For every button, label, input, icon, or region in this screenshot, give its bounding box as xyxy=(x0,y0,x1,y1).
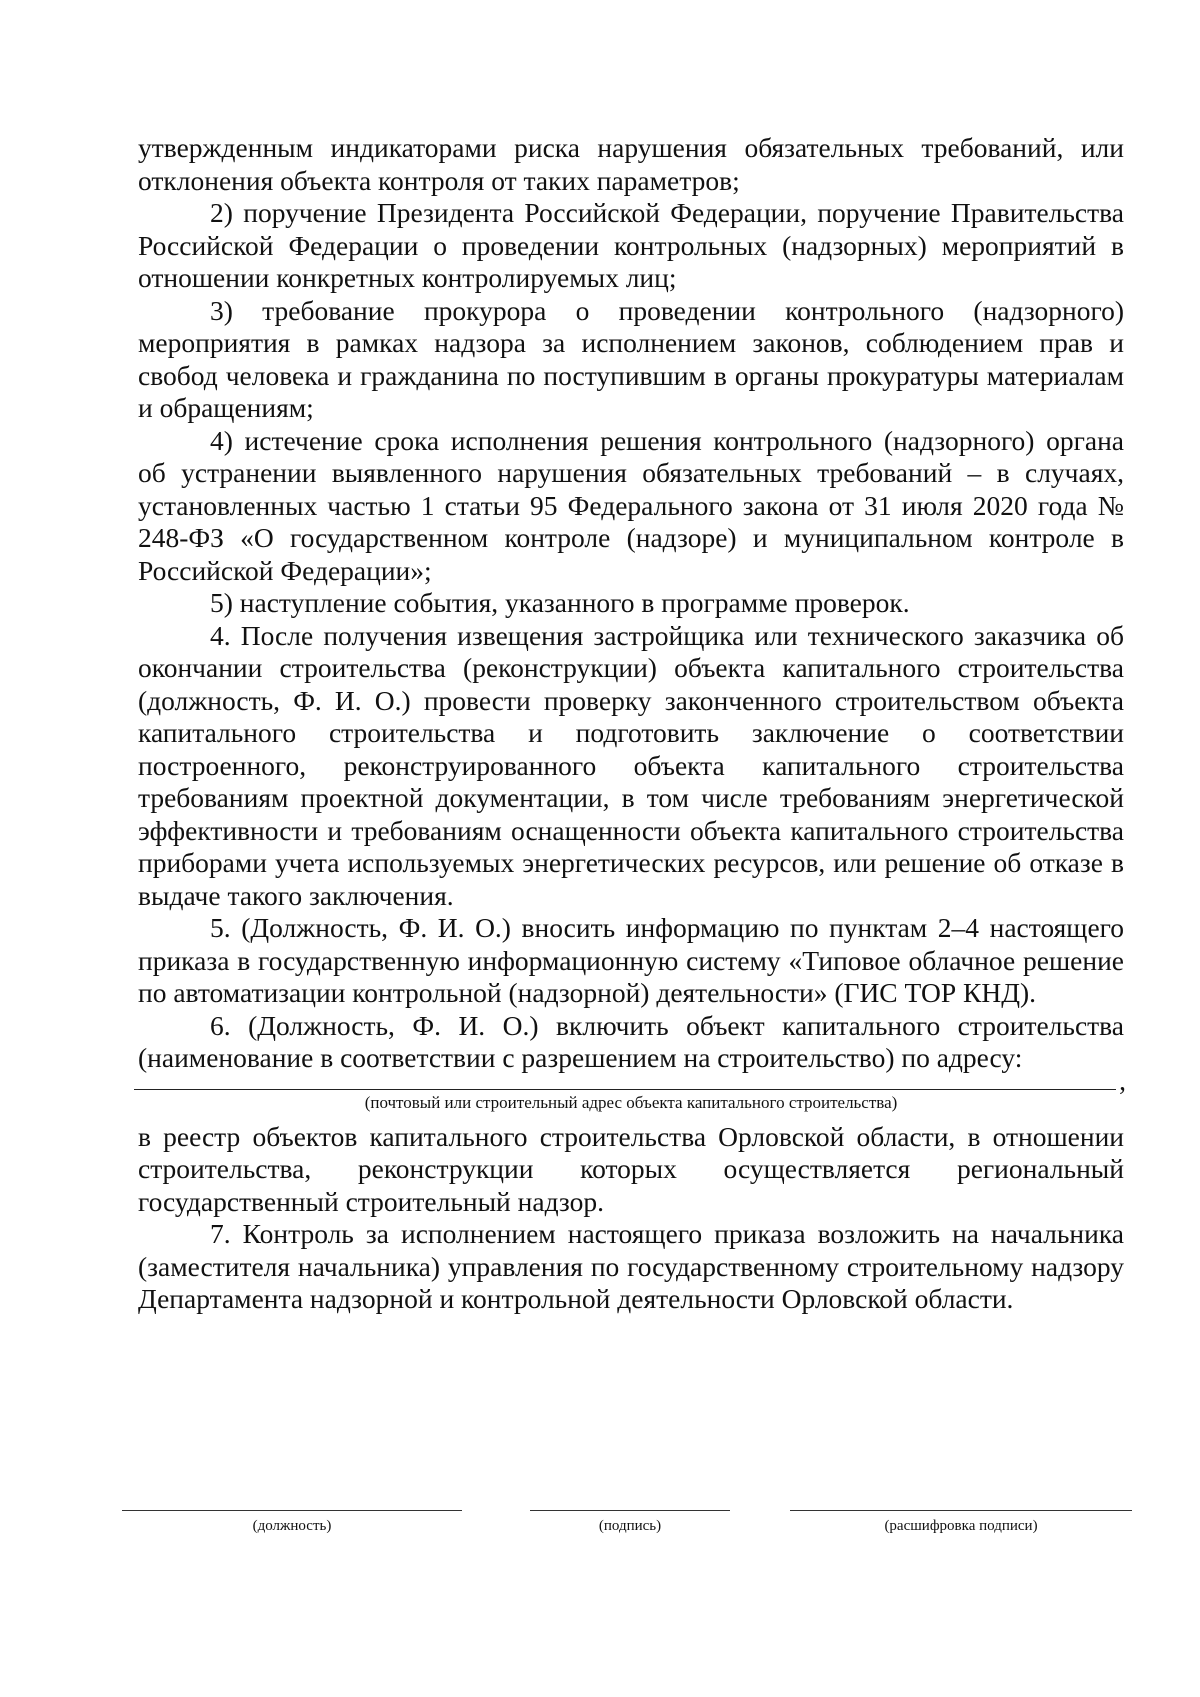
address-underline xyxy=(134,1089,1116,1090)
paragraph-item-2: 2) поручение Президента Российской Федерации, поручение Правительства Российской Федерации о проведении контрольных (надзорных) мероприятий в отношении конкретных контролируемых лиц; xyxy=(138,197,1124,293)
signature-transcript-caption: (расшифровка подписи) xyxy=(884,1518,1038,1534)
signature-sign-caption: (подпись) xyxy=(598,1518,662,1534)
signature-position-caption: (должность) xyxy=(252,1518,332,1534)
address-field xyxy=(138,1064,1126,1121)
paragraph-clause-6: 6. (Должность, Ф. И. О.) включить объект капитального строительства (наименование в соответствии с разрешением на строительство) по адресу: xyxy=(138,1009,1124,1073)
paragraph-clause-4: 4. После получения извещения застройщика или технического заказчика об окончании строительства (реконструкции) объекта капитального строительства (должность, Ф. И. О.) провести проверку законченного строительством объекта капитального строительства и подготовить заключение о соответствии построенного, реконструированного объекта капитального строительства требованиям проектной документации, в том числе требованиям энергетической эффективности и требованиям оснащенности объекта капитального строительства приборами учета используемых энергетических ресурсов, или решение об отказе в выдаче такого заключения. xyxy=(138,619,1124,911)
address-caption: (почтовый или строительный адрес объекта капитального строительства) xyxy=(364,1092,898,1112)
document-body xyxy=(138,132,1124,1316)
paragraph-clause-7: 7. Контроль за исполнением настоящего приказа возложить на начальника (заместителя начальника) управления по государственному строительному надзору Департамента надзорной и контрольной деятельности Орловской области. xyxy=(138,1218,1124,1314)
signature-sign-line xyxy=(530,1510,730,1511)
paragraph-clause-6-continuation: в реестр объектов капитального строительства Орловской области, в отношении строительства, реконструкции которых осуществляется региональный государственный строительный надзор. xyxy=(138,1120,1124,1217)
paragraph-intro: утвержденным индикаторами риска нарушения обязательных требований, или отклонения объекта контроля от таких параметров; xyxy=(138,132,1124,196)
paragraph-item-5: 5) наступление события, указанного в программе проверок. xyxy=(210,587,910,618)
signature-block xyxy=(0,1510,1200,1570)
signature-sign xyxy=(530,1510,730,1535)
paragraph-item-3: 3) требование прокурора о проведении контрольного (надзорного) мероприятия в рамках надзора за исполнением законов, соблюдением прав и свобод человека и гражданина по поступившим в органы прокуратуры материалам и обращениям; xyxy=(138,294,1124,423)
signature-transcript xyxy=(790,1510,1132,1535)
signature-position-line xyxy=(122,1510,462,1511)
address-comma: , xyxy=(1119,1064,1126,1096)
paragraph-clause-5: 5. (Должность, Ф. И. О.) вносить информацию по пунктам 2–4 настоящего приказа в государственную информационную систему «Типовое облачное решение по автоматизации контрольной (надзорной) деятельности» (ГИС ТОР КНД). xyxy=(138,912,1124,1008)
signature-position xyxy=(122,1510,462,1535)
signature-transcript-line xyxy=(790,1510,1132,1511)
paragraph-item-4: 4) истечение срока исполнения решения контрольного (надзорного) органа об устранении выявленного нарушения обязательных требований – в случаях, установленных частью 1 статьи 95 Федерального закона от 31 июля 2020 года № 248-ФЗ «О государственном контроле (надзоре) и муниципальном контроле в Российской Федерации»; xyxy=(138,424,1124,586)
